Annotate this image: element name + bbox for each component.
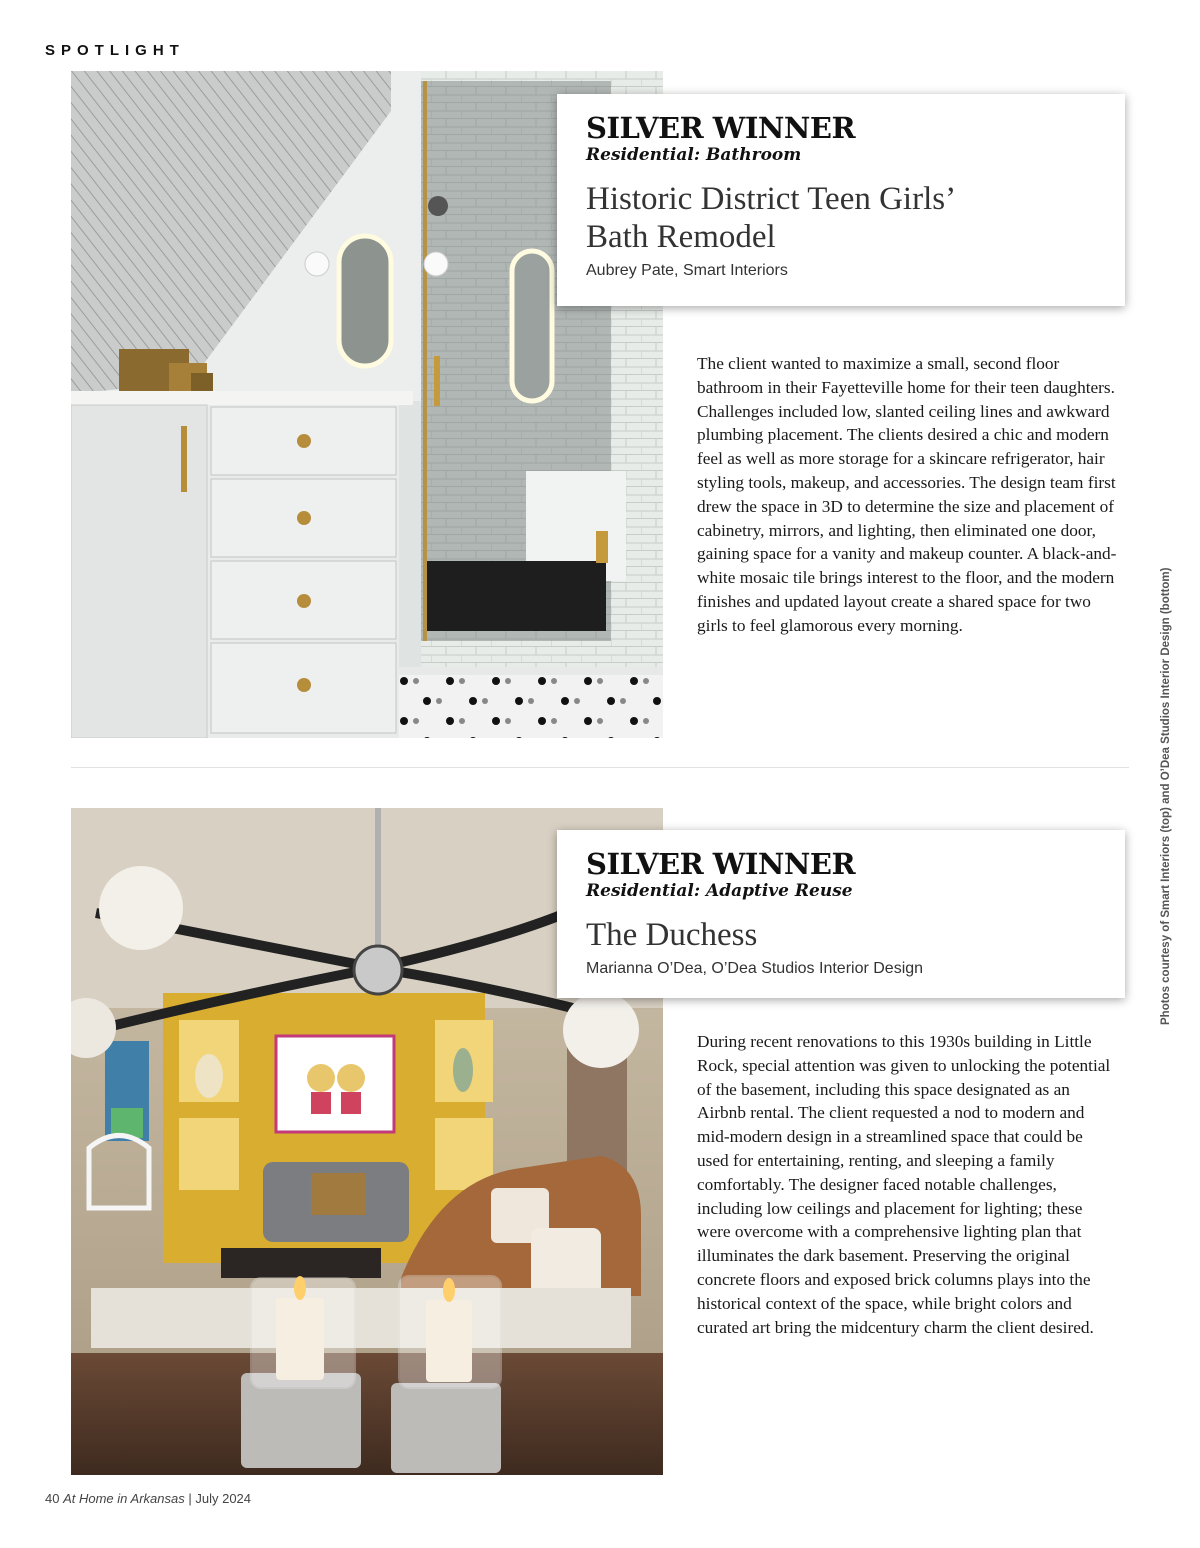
award-category: Residential: Bathroom [586, 145, 802, 165]
photo-credit: Photos courtesy of Smart Interiors (top) and O’Dea Studios Interior Design (bottom) [1160, 567, 1172, 1025]
section-divider [71, 767, 1129, 768]
designer-credit: Aubrey Pate, Smart Interiors [586, 262, 788, 279]
article-body: The client wanted to maximize a small, second floor bathroom in their Fayetteville home for their teen daughters. Challenges included low, slanted ceiling lines and awkward plumbing placement. The clients desired a chic and modern feel as well as more storage for a skincare refrigerator, hair styling tools, makeup, and accessories. The design team first drew the space in 3D to determine the size and placement of cabinetry, mirrors, and lighting, then eliminated one door, gaining space for a vanity and makeup counter. A black-and-white mosaic tile brings interest to the floor, and the modern finishes and updated layout create a shared space for two girls to feel glamorous every morning. [697, 354, 1117, 635]
award-title: SILVER WINNER [586, 111, 856, 145]
award-card-bathroom [557, 94, 1125, 306]
publication-name: At Home in Arkansas [63, 1491, 185, 1506]
page-number: 40 [45, 1491, 60, 1506]
page-footer [45, 1491, 251, 1506]
award-card-adaptive-reuse [557, 830, 1125, 998]
project-title-line-2: Bath Remodel [586, 219, 776, 255]
designer-credit: Marianna O’Dea, O’Dea Studios Interior Design [586, 960, 924, 977]
project-title-line-1: Historic District Teen Girls’ [586, 181, 957, 217]
award-title: SILVER WINNER [586, 847, 856, 881]
project-title [586, 180, 1097, 256]
section-label: SPOTLIGHT [45, 42, 185, 59]
award-category: Residential: Adaptive Reuse [586, 881, 853, 901]
footer-separator: | [188, 1491, 192, 1506]
project-title: The Duchess [586, 917, 758, 953]
issue-date: July 2024 [195, 1491, 252, 1506]
article-body: During recent renovations to this 1930s building in Little Rock, special attention was given to unlocking the potential of the basement, including this space designated as an Airbnb rental. The client requested a nod to modern and mid-modern design in a streamlined space that could be used for entertaining, renting, and sleeping a family comfortably. The designer faced notable challenges, including low ceilings and placement for lighting; these were overcome with a comprehensive lighting plan that illuminates the dark basement. Preserving the original concrete floors and exposed brick columns plays into the historical context of the space, while bright colors and curated art bring the midcentury charm the client desired. [697, 1032, 1111, 1337]
